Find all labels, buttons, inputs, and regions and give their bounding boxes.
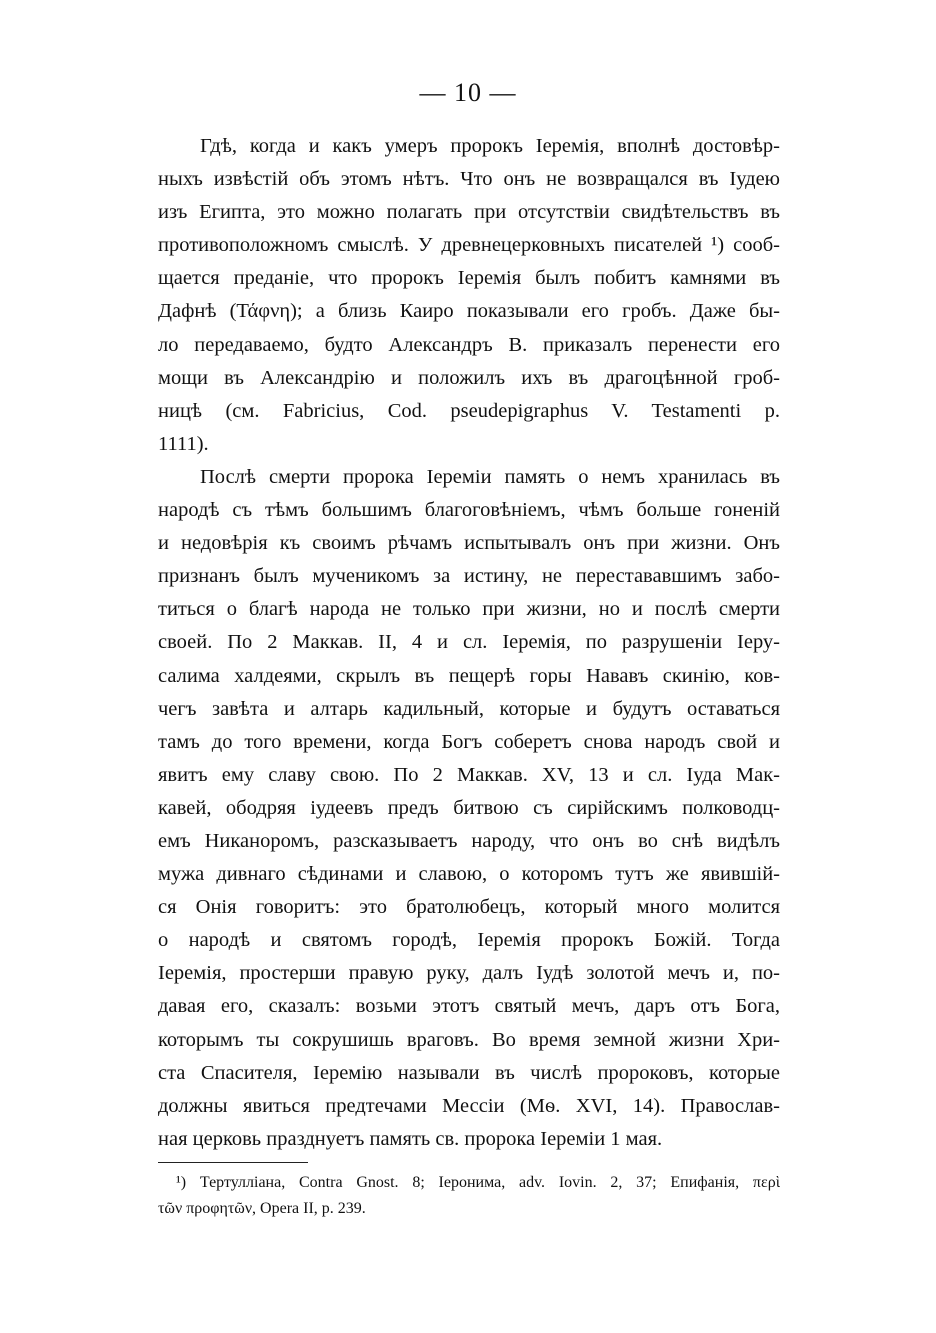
text-line: Іеремія, простерши правую руку, далъ Іудѣ золотой мечъ и, по- <box>158 962 780 985</box>
text-line: ныхъ извѣстій объ этомъ нѣтъ. Что онъ не возвращался въ Іудею <box>158 168 780 191</box>
text-line: явитъ ему славу свою. По 2 Маккав. XV, 13 и сл. Іуда Мак- <box>158 763 780 786</box>
body-text <box>158 130 780 1156</box>
text-line: мощи въ Александрію и положилъ ихъ въ драгоцѣнной гроб- <box>158 366 780 389</box>
text-line: чегъ завѣта и алтарь кадильный, которые и будутъ оставаться <box>158 697 780 720</box>
text-line: Послѣ смерти пророка Іереміи память о немъ хранилась въ <box>200 465 780 488</box>
text-line: ная церковь празднуетъ память св. пророка Іереміи 1 мая. <box>158 1127 663 1150</box>
page-number: — 10 — <box>419 78 517 107</box>
text-line: мужа дивнаго сѣдинами и славою, о которомъ тутъ же явившій- <box>158 863 780 886</box>
text-line: которымъ ты сокрушишь враговъ. Во время земной жизни Хри- <box>158 1028 780 1051</box>
text-line: кавей, ободряя іудеевъ предъ битвою съ сирійскимъ полководц- <box>158 796 780 819</box>
text-line: и недовѣрія къ своимъ рѣчамъ испытывалъ онъ при жизни. Онъ <box>158 532 780 555</box>
text-line: Дафнѣ (Τάφνη); а близь Каиро показывали его гробъ. Даже бы- <box>158 300 780 323</box>
text-line: тамъ до того времени, когда Богъ соберетъ снова народъ свой и <box>158 730 780 753</box>
text-line: ницѣ (см. Fabricius, Cod. pseudepigraphus V. Testamenti p. <box>158 399 780 422</box>
footnote-line: τῶν προφητῶν, Opera II, p. 239. <box>158 1200 366 1217</box>
text-line: своей. По 2 Маккав. II, 4 и сл. Іеремія, по разрушеніи Іеру- <box>158 631 780 654</box>
text-line: должны явиться предтечами Мессіи (Мѳ. XVI, 14). Православ- <box>158 1094 780 1117</box>
text-line: салима халдеями, скрылъ въ пещерѣ горы Нававъ скинію, ков- <box>158 664 780 687</box>
text-line: ло передаваемо, будто Александръ В. приказалъ перенести его <box>158 333 780 356</box>
text-line: емъ Никаноромъ, разсказываетъ народу, что онъ во снѣ видѣлъ <box>158 829 780 852</box>
text-line: титься о благѣ народа не только при жизни, но и послѣ смерти <box>158 598 780 621</box>
text-line: изъ Египта, это можно полагать при отсутствіи свидѣтельствъ въ <box>158 201 780 224</box>
text-line: противоположномъ смыслѣ. У древнецерковныхъ писателей ¹) сооб- <box>158 234 780 257</box>
text-line: 1111). <box>158 432 209 455</box>
text-line: давая его, сказалъ: возьми этотъ святый мечъ, даръ отъ Бога, <box>158 995 780 1018</box>
text-line: ся Онія говоритъ: это братолюбецъ, который много молится <box>158 896 780 919</box>
text-line: признанъ былъ мученикомъ за истину, не перестававшимъ забо- <box>158 565 780 588</box>
text-line: народѣ съ тѣмъ большимъ благоговѣніемъ, чѣмъ больше гоненій <box>158 499 780 522</box>
text-line: щается преданіе, что пророкъ Іеремія былъ побитъ камнями въ <box>158 267 780 290</box>
text-line: о народѣ и святомъ городѣ, Іеремія пророкъ Божій. Тогда <box>158 929 780 952</box>
footnote-line: ¹) Тертулліана, Contra Gnost. 8; Іеронима, adv. Iovin. 2, 37; Епифанія, περὶ <box>176 1174 780 1191</box>
footnotes <box>158 1170 780 1222</box>
text-line: ста Спасителя, Іеремію называли въ числѣ пророковъ, которые <box>158 1061 780 1084</box>
footnote-rule <box>158 1162 308 1163</box>
text-line: Гдѣ, когда и какъ умеръ пророкъ Іеремія, вполнѣ достовѣр- <box>200 135 780 157</box>
